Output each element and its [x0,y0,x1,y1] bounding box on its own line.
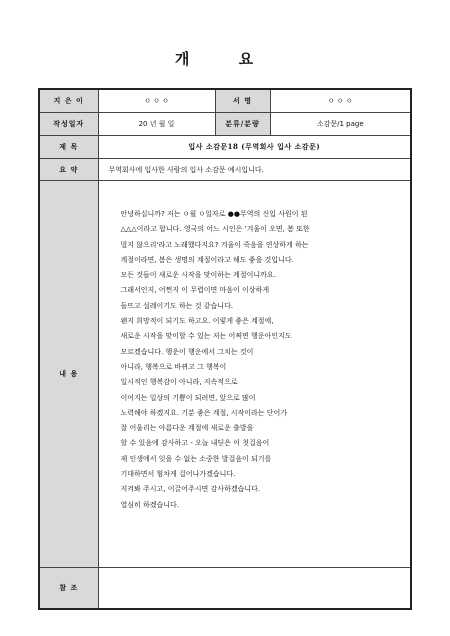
date-row [39,113,411,136]
author-value[interactable]: ㅇ ㅇ ㅇ [98,89,215,113]
reference-label: 참 조 [39,568,98,610]
signature-label: 서 명 [215,89,270,113]
content-line: 제 인생에서 잊을 수 없는 소중한 발걸음이 되기를 [120,454,272,463]
subject-value[interactable]: 입사 소감문18 (무역회사 입사 소감문) [98,136,411,159]
content-line: △△△이라고 합니다. 영국의 어느 시인은 '겨울이 오면, 봄 또한 [120,225,310,234]
content-line: 할 수 있음에 감사하고 - 오늘 내딛은 이 첫걸음이 [120,439,270,448]
summary-value[interactable]: 무역회사에 입사한 사람의 입사 소감문 예시입니다. [98,159,411,181]
date-label: 작성일자 [39,113,98,136]
author-row [39,89,411,113]
content-row [39,181,411,568]
content-line: 일시적인 행복감이 아니라, 지속적으로 [120,378,238,387]
content-line: 지켜봐 주시고, 이끌어주시면 감사하겠습니다. [120,485,261,494]
signature-value[interactable]: ㅇ ㅇ ㅇ [270,89,411,113]
content-line: 아니라, 행복으로 바뀌고 그 행복이 [120,362,227,371]
author-label: 지 은 이 [39,89,98,113]
summary-label: 요 약 [39,159,98,181]
content-line: 노력해야 하겠지요. 기분 좋은 계절, 시작이라는 단어가 [120,408,288,417]
content-line: 멀지 않으리'라고 노래했다지요? 겨울이 죽음을 연상하게 하는 [120,240,309,249]
summary-row [39,159,411,181]
category-value[interactable]: 소감문/1 page [270,113,411,136]
content-label: 내 용 [39,181,98,568]
content-line: 기대하면서 힘차게 걸어나가겠습니다. [120,470,236,479]
content-line: 잘 어울리는 아름다운 계절에 새로운 출발을 [120,424,254,433]
content-line: 왠지 희망적이 되기도 하고요. 이렇게 좋은 계절에, [120,317,274,326]
content-line: 안녕하십니까? 저는 ㅇ월 ㅇ일자로 ●●무역의 신입 사원이 된 [120,210,308,218]
content-line: 열심히 하겠습니다. [120,500,180,509]
content-line: 모든 것들이 새로운 시작을 맞이하는 계절이니까요. [120,271,276,280]
date-value[interactable]: 20 년 월 일 [98,113,215,136]
reference-value[interactable] [98,568,411,610]
content-line: 들뜨고 설레이기도 하는 것 같습니다. [120,301,234,310]
content-line: 모르겠습니다. 행운이 행운에서 그치는 것이 [120,347,254,356]
content-line: 계절이라면, 봄은 생명의 계절이라고 해도 좋을 것입니다. [120,255,294,264]
content-line: 새로운 시작을 맞이할 수 있는 저는 어쩌면 행운아인지도 [120,332,292,341]
reference-row [39,568,411,610]
content-line: 그래서인지, 어쩐지 이 무렵이면 마음이 이상하게 [120,286,270,295]
document-title: 개 요 [174,50,276,68]
document-form-table [38,88,412,610]
content-line: 이어지는 일상의 기쁨이 되려면, 앞으로 많이 [120,393,256,402]
category-label: 분류/분량 [215,113,270,136]
subject-row [39,136,411,159]
subject-label: 제 목 [39,136,98,159]
content-body[interactable] [98,181,411,568]
